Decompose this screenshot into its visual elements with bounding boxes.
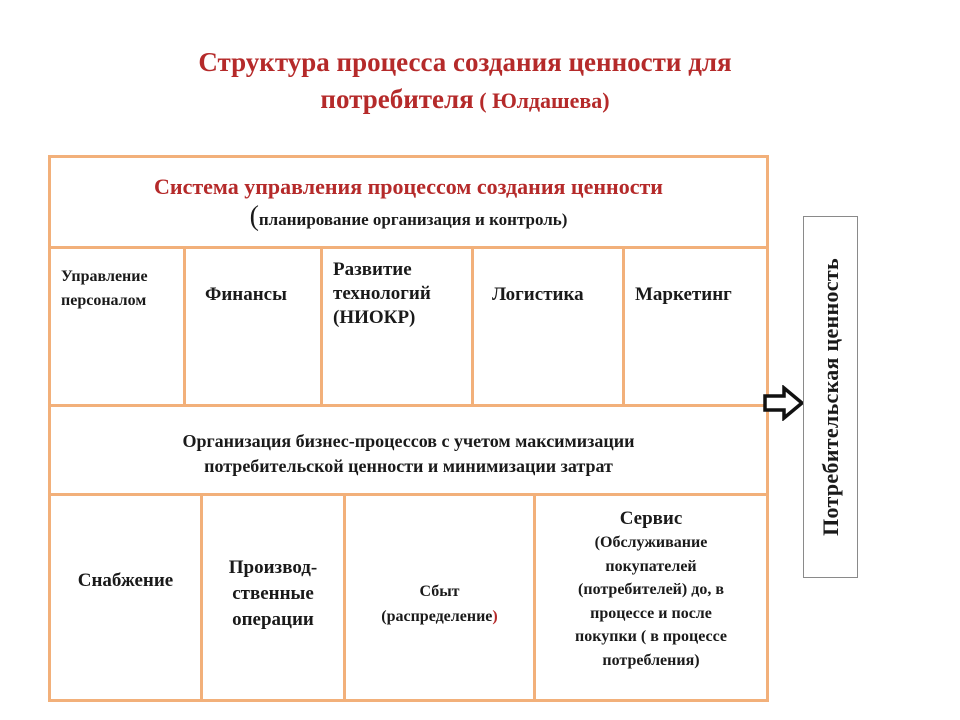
title-line-1: Структура процесса создания ценности для (198, 47, 732, 77)
primary-sales-line-1: Сбыт (419, 583, 460, 600)
primary-service-line-2: (Обслуживание (594, 534, 708, 551)
primary-supply (48, 493, 203, 702)
primary-supply-label: Снабжение (77, 570, 174, 591)
organization-line-1: Организация бизнес-процессов с учетом максимизации (182, 431, 635, 451)
primary-sales (343, 493, 536, 702)
support-logistics (471, 246, 625, 407)
outline-arrow-right-icon (762, 385, 806, 421)
primary-sales-text: (распределение (381, 608, 493, 625)
support-tech (320, 246, 474, 407)
primary-service-line-4: (потребителей) до, в (578, 581, 724, 598)
primary-sales-line-2 (346, 604, 533, 629)
support-finance-label: Финансы (205, 284, 287, 305)
primary-production-line-3: операции (232, 609, 314, 630)
management-paren: ( (249, 201, 259, 232)
primary-service-title: Сервис (619, 508, 683, 529)
support-tech-line-2: технологий (333, 283, 431, 304)
management-system-box (48, 155, 769, 249)
support-marketing (622, 246, 769, 407)
support-hr (48, 246, 186, 407)
primary-production (200, 493, 346, 702)
primary-service-line-6: покупки ( в процессе (575, 628, 727, 645)
support-logistics-label: Логистика (492, 284, 584, 305)
slide-title (100, 44, 830, 119)
title-author: ( Юлдашева) (473, 88, 610, 113)
organization-box (48, 404, 769, 496)
title-line-2 (100, 81, 830, 119)
support-tech-line-3: (НИОКР) (333, 307, 416, 328)
support-finance (183, 246, 323, 407)
primary-service-line-3: покупателей (605, 557, 697, 575)
primary-service (533, 493, 769, 702)
management-heading: Система управления процессом создания ценности (154, 174, 663, 199)
support-tech-line-1: Развитие (333, 259, 412, 280)
consumer-value-box (803, 216, 858, 578)
management-detail-text: планирование организация и контроль) (258, 210, 568, 229)
primary-production-line-2: ственные (232, 583, 314, 604)
support-marketing-label: Маркетинг (635, 284, 732, 305)
primary-service-line-5: процессе и после (590, 604, 712, 622)
title-main: потребителя (320, 84, 474, 114)
support-hr-line-2: персоналом (61, 292, 147, 309)
management-detail (51, 202, 766, 235)
primary-service-line-7: потребления) (602, 651, 700, 669)
primary-sales-close: ) (492, 608, 498, 625)
consumer-value-label: Потребительская ценность (817, 258, 843, 536)
primary-production-line-1: Производ- (228, 557, 318, 578)
support-hr-line-1: Управление (61, 268, 148, 285)
organization-line-2: потребительской ценности и минимизации затрат (204, 456, 613, 476)
